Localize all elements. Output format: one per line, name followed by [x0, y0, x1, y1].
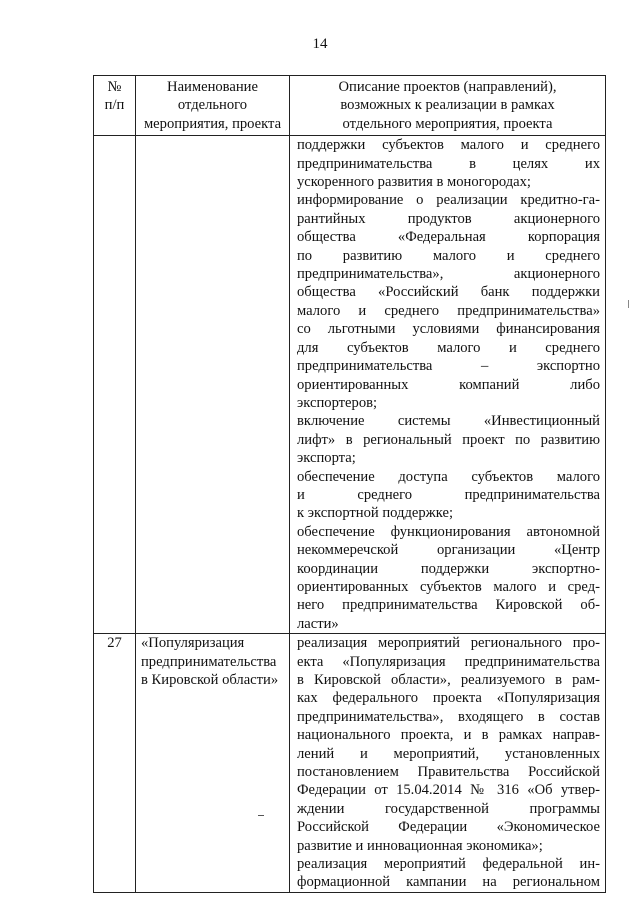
table-row — [94, 634, 606, 893]
description-line: постановлением Правительства Российской — [297, 764, 600, 781]
description-line: реализация мероприятий федеральной ин- — [297, 856, 600, 873]
row-number — [94, 136, 136, 634]
description-line: рантийных продуктов акционерного — [297, 210, 600, 227]
header-num-line: № — [107, 79, 122, 95]
page-number: 14 — [312, 36, 328, 52]
header-name-line: Наименование — [167, 79, 258, 95]
header-desc — [290, 76, 606, 136]
description-line: ласти» — [297, 615, 339, 632]
description-line: ках федерального проекта «Популяризация — [297, 690, 600, 707]
description-line: предпринимательства в целях их — [297, 155, 600, 172]
description-line: некоммеречской организации «Центр — [297, 542, 600, 559]
row-number: 27 — [94, 634, 136, 893]
description-line: ждении государственной программы — [297, 800, 600, 817]
description-line: по развитию малого и среднего — [297, 247, 600, 264]
description-line: него предпринимательства Кировской об- — [297, 597, 600, 614]
description-line: развитие и инновационная экономика»; — [297, 837, 543, 854]
description-line: национального проекта, и в рамках направ- — [297, 727, 600, 744]
measure-name — [136, 136, 290, 634]
description-line: экспортеров; — [297, 394, 378, 411]
description-line: координации поддержки экспортно- — [297, 560, 600, 577]
description-line: реализация мероприятий регионального про- — [297, 635, 600, 652]
description-line: и среднего предпринимательства — [297, 486, 600, 503]
description-line: поддержки субъектов малого и среднего — [297, 137, 600, 154]
description-line: включение системы «Инвестиционный — [297, 413, 600, 430]
description-line: ориентированных субъектов малого и сред- — [297, 578, 600, 595]
description-line: предпринимательства», акционерного — [297, 266, 600, 283]
description-line: общества «Федеральная корпорация — [297, 229, 600, 246]
description-line: ориентированных компаний либо — [297, 376, 600, 393]
header-desc-line: Описание проектов (направлений), — [338, 79, 557, 95]
header-name — [136, 76, 290, 136]
measure-name-line: «Популяризация — [141, 635, 245, 652]
description-line: Федерации от 15.04.2014 № 316 «Об утвер- — [297, 782, 600, 799]
header-name-line: отдельного — [177, 97, 248, 114]
header-desc-line: возможных к реализации в рамках — [340, 97, 555, 114]
description-line: в Кировской области», реализуемого в рам- — [297, 672, 600, 688]
table-row — [94, 136, 606, 634]
description-line: лифт» в региональный проект по развитию — [297, 431, 600, 448]
description-line: формационной кампании на региональном — [297, 874, 600, 891]
description-line: обеспечение доступа субъектов малого — [297, 468, 600, 485]
description-line: общества «Российский банк поддержки — [297, 284, 600, 301]
header-num — [94, 76, 136, 136]
description-line: екта «Популяризация предпринимательства — [297, 653, 600, 670]
measures-table — [93, 75, 606, 893]
description-line: ускоренного развития в моногородах; — [297, 174, 531, 191]
stray-mark — [628, 300, 629, 308]
description-line: лений и мероприятий, установленных — [297, 745, 600, 762]
description-line: обеспечение функционирования автономной — [297, 523, 600, 540]
measure-description — [290, 634, 606, 893]
measure-description — [290, 136, 606, 634]
table-header-row — [94, 76, 606, 136]
measure-name-line: предпринимательства — [141, 653, 277, 670]
header-num-line: п/п — [104, 97, 125, 114]
header-desc-line: отдельного мероприятия, проекта — [342, 115, 553, 132]
description-line: информирование о реализации кредитно-га- — [297, 192, 600, 209]
description-line: экспорта; — [297, 450, 356, 467]
description-line: для субъектов малого и среднего — [297, 339, 600, 356]
header-name-line: мероприятия, проекта — [143, 115, 282, 132]
description-line: к экспортной поддержке; — [297, 505, 454, 522]
description-line: Российской Федерации «Экономическое — [297, 819, 600, 836]
description-line: со льготными условиями финансирования — [297, 321, 600, 338]
measure-name — [136, 634, 290, 893]
description-line: малого и среднего предпринимательства» — [297, 302, 600, 319]
description-line: предпринимательства», входящего в состав — [297, 708, 600, 725]
measure-name-line: в Кировской области» — [141, 672, 279, 688]
stray-mark — [258, 815, 264, 816]
description-line: предпринимательства – экспортно — [297, 358, 600, 375]
